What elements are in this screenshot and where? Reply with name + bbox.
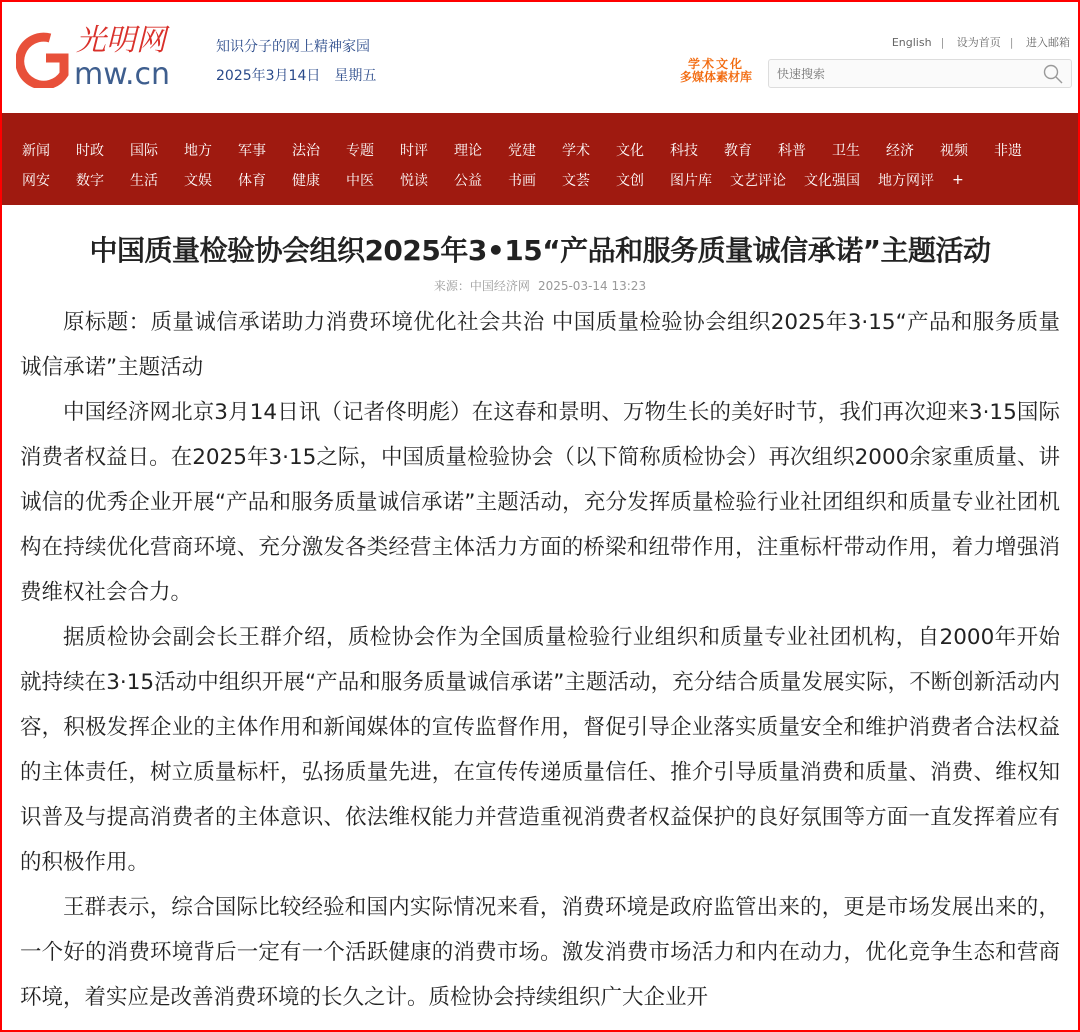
promo-line-1: 学术文化 bbox=[688, 57, 745, 71]
date-text: 2025年3月14日 bbox=[216, 68, 321, 84]
nav-item[interactable]: 国际 bbox=[130, 143, 158, 159]
paragraph: 原标题：质量诚信承诺助力消费环境优化社会共治 中国质量检验协会组织2025年3·15“产品和服务质量诚信承诺”主题活动 bbox=[20, 310, 1060, 380]
link-mail[interactable]: 进入邮箱 bbox=[1026, 36, 1070, 49]
promo-line-2: 多媒体素材库 bbox=[680, 70, 753, 84]
gmw-logo[interactable] bbox=[16, 16, 201, 88]
nav-item[interactable]: 非遗 bbox=[994, 143, 1022, 159]
nav-item[interactable]: 书画 bbox=[508, 173, 536, 189]
search-input[interactable] bbox=[769, 60, 1029, 87]
paragraph: 中国经济网北京3月14日讯（记者佟明彪）在这春和景明、万物生长的美好时节，我们再次迎来3·15国际消费者权益日。在2025年3·15之际，中国质量检验协会（以下简称质检协会）再次组织2000余家重质量、讲诚信的优秀企业开展“产品和服务质量诚信承诺”主题活动，充分发挥质量检验行业社团组织和质量专业社团机构在持续优化营商环境、充分激发各类经营主体活力方面的桥梁和纽带作用，注重标杆带动作用，着力增强消费维权社会合力。 bbox=[20, 400, 1060, 605]
current-date bbox=[216, 65, 390, 85]
nav-item[interactable]: 卫生 bbox=[832, 143, 860, 159]
nav-item[interactable]: 科技 bbox=[670, 143, 698, 159]
main-nav bbox=[2, 113, 1078, 205]
nav-item[interactable]: 专题 bbox=[346, 143, 374, 159]
nav-item[interactable]: 经济 bbox=[886, 143, 914, 159]
search-icon[interactable] bbox=[1043, 64, 1063, 84]
nav-item[interactable]: 体育 bbox=[238, 173, 266, 189]
nav-item[interactable]: 科普 bbox=[778, 143, 806, 159]
nav-item[interactable]: 学术 bbox=[562, 143, 590, 159]
article-meta bbox=[2, 277, 1078, 294]
nav-item[interactable]: 数字 bbox=[76, 173, 104, 189]
nav-item[interactable]: 教育 bbox=[724, 143, 752, 159]
nav-item[interactable]: 文艺评论 bbox=[730, 173, 786, 189]
nav-item[interactable]: 健康 bbox=[292, 173, 320, 189]
article-time: 2025-03-14 13:23 bbox=[537, 279, 647, 293]
nav-item[interactable]: 理论 bbox=[454, 143, 482, 159]
nav-item[interactable]: 时政 bbox=[76, 143, 104, 159]
nav-item[interactable]: 法治 bbox=[292, 143, 320, 159]
nav-item[interactable]: 网安 bbox=[22, 173, 50, 189]
svg-text:mw.cn: mw.cn bbox=[74, 57, 171, 88]
nav-item[interactable]: 文娱 bbox=[184, 173, 212, 189]
link-set-homepage[interactable]: 设为首页 bbox=[956, 36, 1001, 49]
article-body bbox=[2, 300, 1078, 1020]
nav-item[interactable]: 时评 bbox=[400, 143, 428, 159]
nav-item[interactable]: 中医 bbox=[346, 173, 374, 189]
paragraph: 王群表示，综合国际比较经验和国内实际情况来看，消费环境是政府监管出来的，更是市场发展出来的，一个好的消费环境背后一定有一个活跃健康的消费市场。激发消费市场活力和内在动力，优化竞争生态和营商环境，着实应是改善消费环境的长久之计。质检协会持续组织广大企业开 bbox=[20, 895, 1060, 1010]
paragraph: 据质检协会副会长王群介绍，质检协会作为全国质量检验行业组织和质量专业社团机构，自2000年开始就持续在3·15活动中组织开展“产品和服务质量诚信承诺”主题活动，充分结合质量发展实际，不断创新活动内容，积极发挥企业的主体作用和新闻媒体的宣传监督作用，督促引导企业落实质量安全和维护消费者合法权益的主体责任，树立质量标杆，弘扬质量先进，在宣传传递质量信任、推介引导质量消费和质量、消费、维权知识普及与提高消费者的主体意识、依法维权能力并营造重视消费者权益保护的良好氛围等方面一直发挥着应有的积极作用。 bbox=[20, 625, 1060, 875]
svg-text:光明网: 光明网 bbox=[76, 23, 166, 58]
nav-item[interactable]: 悦读 bbox=[400, 173, 428, 189]
site-slogan: 知识分子的网上精神家园 bbox=[216, 39, 370, 55]
nav-item[interactable]: 视频 bbox=[940, 143, 968, 159]
nav-item[interactable]: 生活 bbox=[130, 173, 158, 189]
nav-item[interactable]: 地方 bbox=[184, 143, 212, 159]
site-header bbox=[2, 2, 1078, 113]
weekday-text: 星期五 bbox=[334, 68, 377, 84]
nav-item[interactable]: 军事 bbox=[238, 143, 266, 159]
nav-item[interactable]: 文创 bbox=[616, 173, 644, 189]
article-title: 中国质量检验协会组织2025年3•15“产品和服务质量诚信承诺”主题活动 bbox=[89, 234, 991, 267]
nav-item[interactable]: 公益 bbox=[454, 173, 482, 189]
article-source: 来源：中国经济网 bbox=[433, 279, 530, 293]
nav-item[interactable]: 党建 bbox=[508, 143, 536, 159]
search-box bbox=[768, 59, 1072, 88]
link-english[interactable]: English bbox=[891, 36, 932, 49]
nav-item[interactable]: 地方网评 bbox=[878, 173, 934, 189]
media-library-link[interactable] bbox=[680, 58, 752, 84]
top-links: English | 设为首页 | 进入邮箱 bbox=[891, 36, 1070, 49]
nav-item[interactable]: 图片库 bbox=[670, 173, 712, 189]
nav-item[interactable]: 文化强国 bbox=[804, 173, 860, 189]
nav-item[interactable]: 文荟 bbox=[562, 173, 590, 189]
nav-item[interactable]: 文化 bbox=[616, 143, 644, 159]
nav-item[interactable]: 新闻 bbox=[22, 143, 50, 159]
nav-item[interactable]: + bbox=[952, 172, 964, 188]
